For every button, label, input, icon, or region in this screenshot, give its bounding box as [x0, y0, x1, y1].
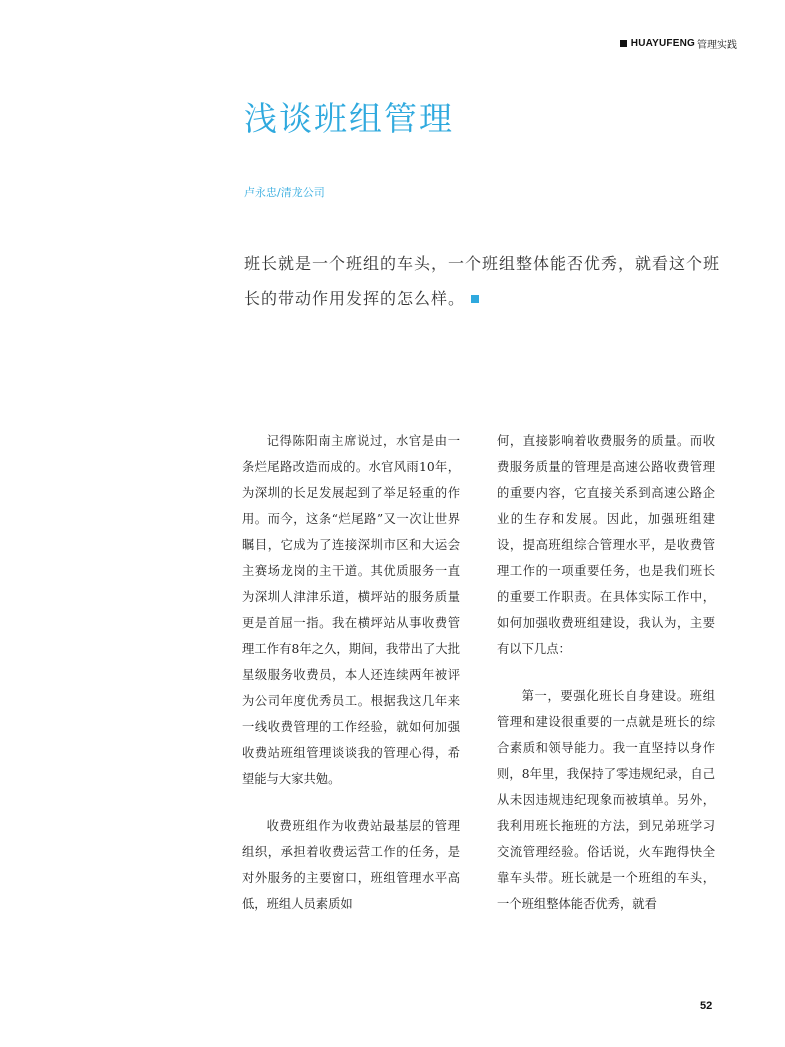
- right-column: [497, 428, 715, 938]
- article-title: 浅谈班组管理: [244, 99, 454, 138]
- page-number: 52: [700, 1000, 713, 1012]
- body-paragraph: 记得陈阳南主席说过，水官是由一条烂尾路改造而成的。水官风雨10年，为深圳的长足发展起到了举足轻重的作用。而今，这条“烂尾路”又一次让世界瞩目，它成为了连接深圳市区和大运会主赛场龙岗的主干道。其优质服务一直为深圳人津津乐道，横坪站的服务质量更是首屈一指。我在横坪站从事收费管理工作有8年之久，期间，我带出了大批星级服务收费员，本人还连续两年被评为公司年度优秀员工。根据我这几年来一线收费管理的工作经验，就如何加强收费站班组管理谈谈我的管理心得，希望能与大家共勉。: [242, 434, 460, 786]
- running-header: [620, 36, 737, 51]
- article-lead: [244, 246, 724, 316]
- lead-text: 班长就是一个班组的车头，一个班组整体能否优秀，就看这个班长的带动作用发挥的怎么样。: [244, 254, 721, 308]
- article-author: 卢永忠/清龙公司: [244, 186, 325, 199]
- lead-end-square-icon: [471, 295, 479, 303]
- header-section: 管理实践: [697, 40, 737, 51]
- body-paragraph-continuation: 何，直接影响着收费服务的质量。而收费服务质量的管理是高速公路收费管理的重要内容，它直接关系到高速公路企业的生存和发展。因此，加强班组建设，提高班组综合管理水平，是收费管理工作的一项重要任务，也是我们班长的重要工作职责。在具体实际工作中，如何加强收费班组建设，我认为，主要有以下几点：: [497, 434, 715, 656]
- header-square-icon: [620, 40, 627, 47]
- header-brand: HUAYUFENG: [630, 38, 695, 49]
- body-paragraph: 收费班组作为收费站最基层的管理组织，承担着收费运营工作的任务，是对外服务的主要窗口，班组管理水平高低，班组人员素质如: [242, 819, 460, 911]
- body-paragraph: 第一，要强化班长自身建设。班组管理和建设很重要的一点就是班长的综合素质和领导能力。我一直坚持以身作则，8年里，我保持了零违规纪录，自己从未因违规违纪现象而被填单。另外，我利用班长拖班的方法，到兄弟班学习交流管理经验。俗话说，火车跑得快全靠车头带。班长就是一个班组的车头，一个班组整体能否优秀，就看: [497, 689, 715, 911]
- left-column: [242, 428, 460, 938]
